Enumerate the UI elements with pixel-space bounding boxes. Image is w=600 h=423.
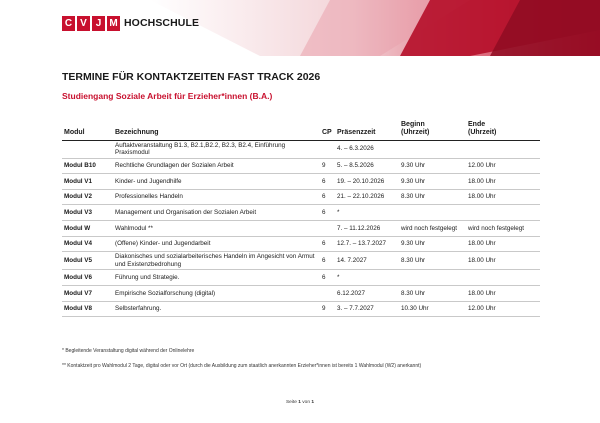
table-row (62, 140, 540, 158)
table-row (62, 189, 540, 205)
header-praesenzzeit: Präsenzzeit (337, 129, 376, 137)
cell-bezeichnung: Professionelles Handeln (113, 189, 320, 205)
cell-ende: 18.00 Uhr (466, 236, 540, 252)
table-row (62, 270, 540, 286)
cell-modul (62, 140, 113, 158)
logo-letter: V (77, 16, 90, 31)
cell-beginn: 8.30 Uhr (399, 189, 466, 205)
logo-letter: C (62, 16, 75, 31)
header-bezeichnung: Bezeichnung (115, 129, 159, 137)
cell-cp: 6 (320, 252, 335, 270)
logo-letter: J (92, 16, 105, 31)
cell-modul: Modul V2 (62, 189, 113, 205)
cell-ende: 18.00 Uhr (466, 252, 540, 270)
cell-cp: 6 (320, 236, 335, 252)
cell-praesenzzeit: 4. – 6.3.2026 (335, 140, 399, 158)
cell-modul: Modul V3 (62, 205, 113, 221)
cell-bezeichnung: Empirische Sozialforschung (digital) (113, 286, 320, 302)
footnote-digital: * Begleitende Veranstaltung digital während der Onlinelehre (62, 348, 195, 354)
header-ende (466, 116, 540, 140)
cell-modul: Modul V1 (62, 174, 113, 190)
header-modul: Modul (64, 129, 85, 137)
cell-ende: 12.00 Uhr (466, 158, 540, 174)
cell-cp (320, 286, 335, 302)
footnote-wahlmodul: ** Kontaktzeit pro Wahlmodul 2 Tage, digital oder vor Ort (durch die Ausbildung zum staatlich anerkannten Erzieher*innen ist bereits 1 Wahlmodul (W2) anerkannt) (62, 363, 422, 369)
cell-modul: Modul W (62, 221, 113, 237)
cell-praesenzzeit: 3. – 7.7.2027 (335, 301, 399, 317)
cell-bezeichnung: Rechtliche Grundlagen der Sozialen Arbeit (113, 158, 320, 174)
cell-beginn: 9.30 Uhr (399, 158, 466, 174)
cell-beginn: wird noch festgelegt (399, 221, 466, 237)
cell-beginn (399, 205, 466, 221)
header-beginn-line2: (Uhrzeit) (401, 129, 430, 137)
logo-letter: M (107, 16, 120, 31)
cell-ende (466, 205, 540, 221)
cell-praesenzzeit: 19. – 20.10.2026 (335, 174, 399, 190)
cell-ende: 12.00 Uhr (466, 301, 540, 317)
table-row (62, 252, 540, 270)
page-sep: von (302, 400, 310, 405)
cell-praesenzzeit: * (335, 270, 399, 286)
table-row (62, 205, 540, 221)
cell-praesenzzeit: 21. – 22.10.2026 (335, 189, 399, 205)
cell-bezeichnung: Management und Organisation der Sozialen Arbeit (113, 205, 320, 221)
cell-ende: wird noch festgelegt (466, 221, 540, 237)
cell-beginn (399, 140, 466, 158)
cell-ende: 18.00 Uhr (466, 189, 540, 205)
cell-praesenzzeit: 6.12.2027 (335, 286, 399, 302)
header-beginn-line1: Beginn (401, 120, 425, 128)
schedule-table (62, 116, 540, 317)
cell-ende: 18.00 Uhr (466, 286, 540, 302)
cell-praesenzzeit: 14. 7.2027 (335, 252, 399, 270)
table-row (62, 158, 540, 174)
cell-beginn: 8.30 Uhr (399, 286, 466, 302)
table-row (62, 301, 540, 317)
page-total: 1 (311, 400, 315, 405)
document-subtitle: Studiengang Soziale Arbeit für Erzieher*innen (B.A.) (62, 91, 273, 101)
table-row (62, 174, 540, 190)
cell-praesenzzeit: 7. – 11.12.2026 (335, 221, 399, 237)
cell-bezeichnung: (Offene) Kinder- und Jugendarbeit (113, 236, 320, 252)
logo-letter-blocks (62, 16, 120, 31)
cell-cp: 6 (320, 189, 335, 205)
cell-praesenzzeit: 12.7. – 13.7.2027 (335, 236, 399, 252)
header-beginn (399, 116, 466, 140)
cell-bezeichnung: Kinder- und Jugendhilfe (113, 174, 320, 190)
cell-modul: Modul V6 (62, 270, 113, 286)
cell-cp (320, 221, 335, 237)
cell-beginn: 9.30 Uhr (399, 174, 466, 190)
page-number (0, 400, 600, 405)
cell-ende (466, 140, 540, 158)
cell-cp: 6 (320, 205, 335, 221)
cell-praesenzzeit: * (335, 205, 399, 221)
table-row (62, 221, 540, 237)
cell-modul: Modul V8 (62, 301, 113, 317)
cvjm-hochschule-logo (62, 14, 199, 32)
cell-bezeichnung: Wahlmodul ** (113, 221, 320, 237)
cell-cp: 9 (320, 158, 335, 174)
cell-beginn: 9.30 Uhr (399, 236, 466, 252)
cell-modul: Modul V7 (62, 286, 113, 302)
document-title: TERMINE FÜR KONTAKTZEITEN FAST TRACK 2026 (62, 71, 321, 83)
table-row (62, 286, 540, 302)
cell-beginn: 10.30 Uhr (399, 301, 466, 317)
table-row (62, 236, 540, 252)
cell-bezeichnung: Selbsterfahrung. (113, 301, 320, 317)
cell-praesenzzeit: 5. – 8.5.2026 (335, 158, 399, 174)
cell-ende (466, 270, 540, 286)
cell-modul: Modul V4 (62, 236, 113, 252)
cell-cp: 6 (320, 174, 335, 190)
cell-cp (320, 140, 335, 158)
header-ende-line2: (Uhrzeit) (468, 129, 497, 137)
cell-bezeichnung: Diakonisches und sozialarbeiterisches Handeln im Angesicht von Armut und Existenzbedrohung (113, 252, 320, 270)
table-header-row (62, 116, 540, 140)
cell-beginn: 8.30 Uhr (399, 252, 466, 270)
logo-name: HOCHSCHULE (124, 17, 200, 29)
cell-ende: 18.00 Uhr (466, 174, 540, 190)
page-current: 1 (298, 400, 301, 405)
page-prefix: Seite (285, 400, 297, 405)
cell-modul: Modul V5 (62, 252, 113, 270)
cell-beginn (399, 270, 466, 286)
cell-bezeichnung: Führung und Strategie. (113, 270, 320, 286)
header-cp: CP (322, 129, 332, 137)
header-ende-line1: Ende (468, 120, 486, 128)
cell-cp: 9 (320, 301, 335, 317)
cell-bezeichnung: Auftaktveranstaltung B1.3, B2.1,B2.2, B2.3, B2.4, Einführung Praxismodul (113, 140, 320, 158)
cell-modul: Modul B10 (62, 158, 113, 174)
cell-cp: 6 (320, 270, 335, 286)
